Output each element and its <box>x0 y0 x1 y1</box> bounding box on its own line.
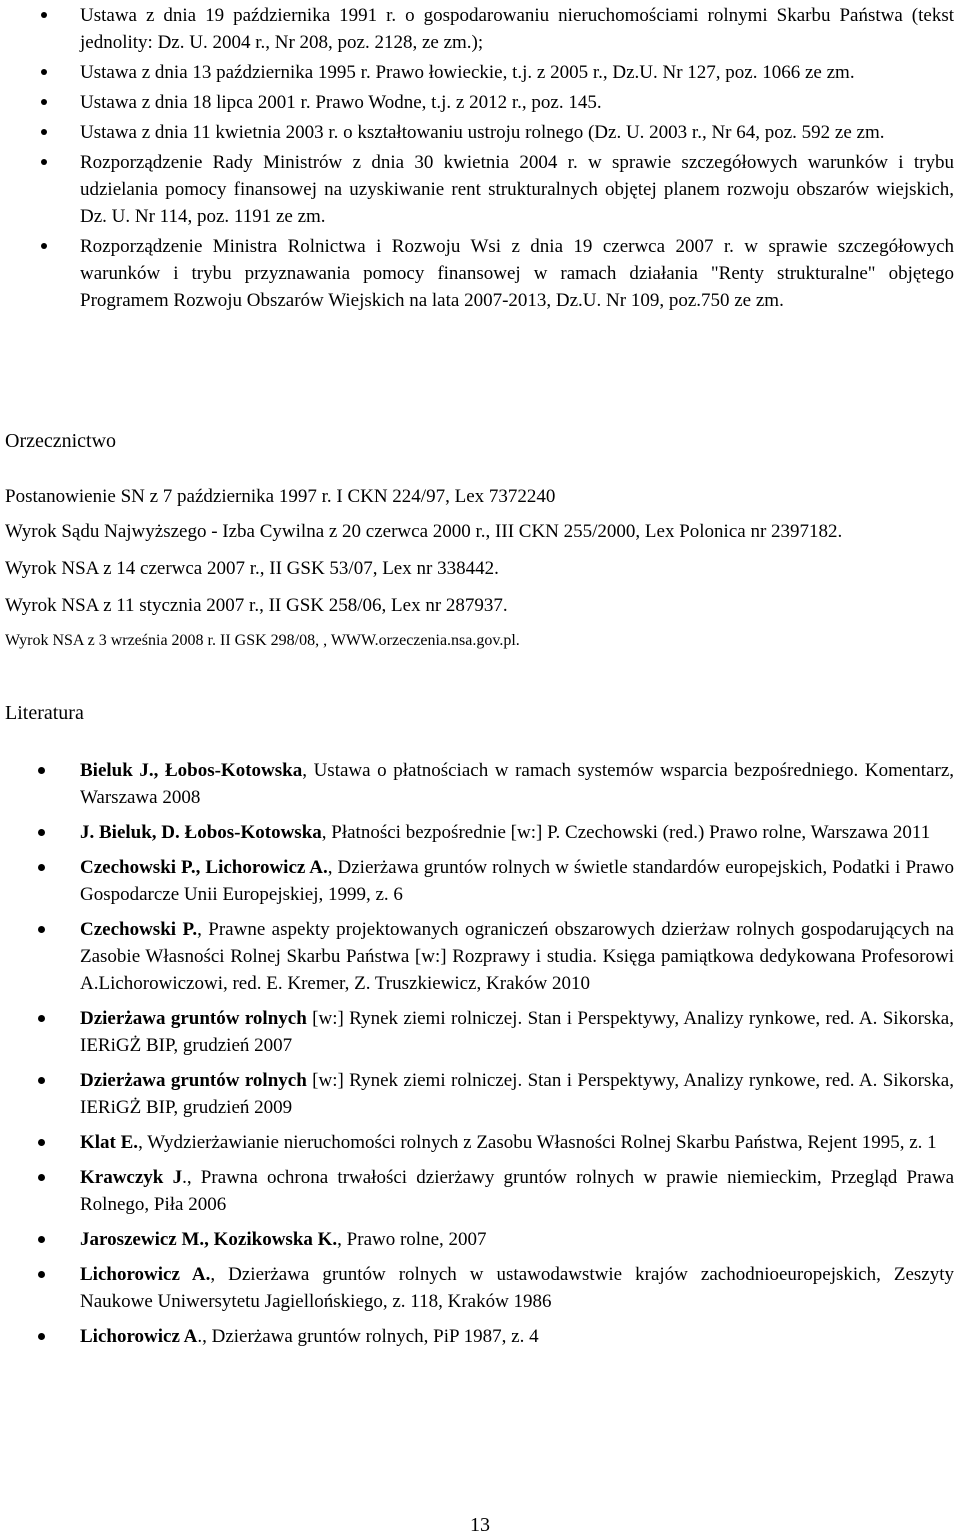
page-number: 13 <box>470 1514 490 1536</box>
reference-details: , Prawne aspekty projektowanych ograniczeń obszarowych dzierżaw rolnych gospodarujących na Zasobie Własności Rolnej Skarbu Państwa [w:] Rozprawy i studia. Księga pamiątkowa dedykowana Profesorowi A.Lichorowiczowi, red. E. Kremer, Z. Truszkiewicz, Kraków 2010 <box>80 919 954 994</box>
list-item <box>0 1005 960 1059</box>
case-law-entry: Wyrok NSA z 3 września 2008 r. II GSK 298/08, , WWW.orzeczenia.nsa.gov.pl. <box>5 632 520 649</box>
legislation-text: Rozporządzenie Rady Ministrów z dnia 30 kwietnia 2004 r. w sprawie szczegółowych warunków i trybu udzielania pomocy finansowej na uzyskiwanie rent strukturalnych objętej planem rozwoju obszarów wiejskich, Dz. U. Nr 114, poz. 1191 ze zm. <box>80 152 954 227</box>
reference-author: Bieluk J., Łobos-Kotowska <box>80 760 303 781</box>
bullet-icon <box>41 12 47 18</box>
case-law-heading: Orzecznictwo <box>5 430 117 452</box>
bullet-icon <box>38 1174 45 1181</box>
case-law-entry: Wyrok NSA z 14 czerwca 2007 r., II GSK 53/07, Lex nr 338442. <box>5 558 499 579</box>
list-item <box>0 149 960 230</box>
reference-details: , Ustawa o płatnościach w ramach systemów wsparcia bezpośredniego. Komentarz, Warszawa 2008 <box>80 760 955 808</box>
list-item <box>0 1226 960 1253</box>
bullet-icon <box>41 99 47 105</box>
reference-details: ., Dzierżawa gruntów rolnych, PiP 1987, z. 4 <box>197 1326 539 1347</box>
reference-details: , Wydzierżawianie nieruchomości rolnych z Zasobu Własności Rolnej Skarbu Państwa, Rejent 1995, z. 1 <box>138 1132 937 1153</box>
reference-author: J. Bieluk, D. Łobos-Kotowska <box>80 822 322 843</box>
list-item <box>0 916 960 997</box>
list-item <box>0 89 960 116</box>
case-law-entry: Postanowienie SN z 7 października 1997 r. I CKN 224/97, Lex 7372240 <box>5 486 556 507</box>
case-law-entry: Wyrok Sądu Najwyższego - Izba Cywilna z 20 czerwca 2000 r., III CKN 255/2000, Lex Polonica nr 2397182. <box>5 521 843 542</box>
list-item <box>0 1164 960 1218</box>
case-law-list <box>5 483 955 654</box>
bullet-icon <box>38 767 45 774</box>
legislation-text: Ustawa z dnia 11 kwietnia 2003 r. o kształtowaniu ustroju rolnego (Dz. U. 2003 r., Nr 64, poz. 592 ze zm. <box>80 122 885 143</box>
reference-author: Dzierżawa gruntów rolnych <box>80 1008 307 1029</box>
bullet-icon <box>38 1236 45 1243</box>
bullet-icon <box>41 129 47 135</box>
legislation-text: Ustawa z dnia 18 lipca 2001 r. Prawo Wodne, t.j. z 2012 r., poz. 145. <box>80 92 602 113</box>
bullet-icon <box>41 243 47 249</box>
bullet-icon <box>38 926 45 933</box>
reference-details: , Prawo rolne, 2007 <box>337 1229 487 1250</box>
literature-heading: Literatura <box>5 702 84 724</box>
legislation-list <box>0 2 960 317</box>
list-item <box>0 1261 960 1315</box>
reference-author: Jaroszewicz M., Kozikowska K. <box>80 1229 338 1250</box>
list-item <box>0 233 960 314</box>
list-item <box>0 1129 960 1156</box>
reference-author: Krawczyk J <box>80 1167 183 1188</box>
reference-author: Dzierżawa gruntów rolnych <box>80 1070 307 1091</box>
bullet-icon <box>38 1139 45 1146</box>
bullet-icon <box>38 1015 45 1022</box>
reference-details: ., Prawna ochrona trwałości dzierżawy gruntów rolnych w prawie niemieckim, Przegląd Prawa Rolnego, Piła 2006 <box>80 1167 954 1215</box>
list-item <box>0 59 960 86</box>
bullet-icon <box>38 1271 45 1278</box>
reference-details: , Dzierżawa gruntów rolnych w ustawodawstwie krajów zachodnioeuropejskich, Zeszyty Naukowe Uniwersytetu Jagiellońskiego, z. 118, Kraków 1986 <box>80 1264 954 1312</box>
list-item <box>0 2 960 56</box>
reference-author: Lichorowicz A <box>80 1326 198 1347</box>
list-item <box>0 119 960 146</box>
reference-author: Czechowski P., Lichorowicz A. <box>80 857 328 878</box>
list-item <box>0 1323 960 1350</box>
literature-list <box>0 757 960 1358</box>
bullet-icon <box>41 159 47 165</box>
bullet-icon <box>38 864 45 871</box>
reference-details: [w:] Rynek ziemi rolniczej. Stan i Perspektywy, Analizy rynkowe, red. A. Sikorska, IERiGŻ BIP, grudzień 2009 <box>80 1070 954 1118</box>
list-item <box>0 1067 960 1121</box>
reference-details: , Dzierżawa gruntów rolnych w świetle standardów europejskich, Podatki i Prawo Gospodarcze Unii Europejskiej, 1999, z. 6 <box>80 857 954 905</box>
bullet-icon <box>38 829 45 836</box>
reference-author: Czechowski P. <box>80 919 198 940</box>
reference-details: [w:] Rynek ziemi rolniczej. Stan i Perspektywy, Analizy rynkowe, red. A. Sikorska, IERiGŻ BIP, grudzień 2007 <box>80 1008 954 1056</box>
list-item <box>0 819 960 846</box>
legislation-text: Ustawa z dnia 13 października 1995 r. Prawo łowieckie, t.j. z 2005 r., Dz.U. Nr 127, poz. 1066 ze zm. <box>80 62 855 83</box>
reference-author: Klat E. <box>80 1132 139 1153</box>
reference-author: Lichorowicz A. <box>80 1264 211 1285</box>
bullet-icon <box>41 69 47 75</box>
legislation-text: Ustawa z dnia 19 października 1991 r. o gospodarowaniu nieruchomościami rolnymi Skarbu Państwa (tekst jednolity: Dz. U. 2004 r., Nr 208, poz. 2128, ze zm.); <box>80 5 954 53</box>
list-item <box>0 854 960 908</box>
list-item <box>0 757 960 811</box>
bullet-icon <box>38 1077 45 1084</box>
legislation-text: Rozporządzenie Ministra Rolnictwa i Rozwoju Wsi z dnia 19 czerwca 2007 r. w sprawie szczegółowych warunków i trybu przyznawania pomocy finansowej w ramach działania "Renty strukturalne" objętego Programem Rozwoju Obszarów Wiejskich na lata 2007-2013, Dz.U. Nr 109, poz.750 ze zm. <box>80 236 954 311</box>
reference-details: , Płatności bezpośrednie [w:] P. Czechowski (red.) Prawo rolne, Warszawa 2011 <box>321 822 931 843</box>
case-law-entry: Wyrok NSA z 11 stycznia 2007 r., II GSK 258/06, Lex nr 287937. <box>5 595 508 616</box>
bullet-icon <box>38 1333 45 1340</box>
